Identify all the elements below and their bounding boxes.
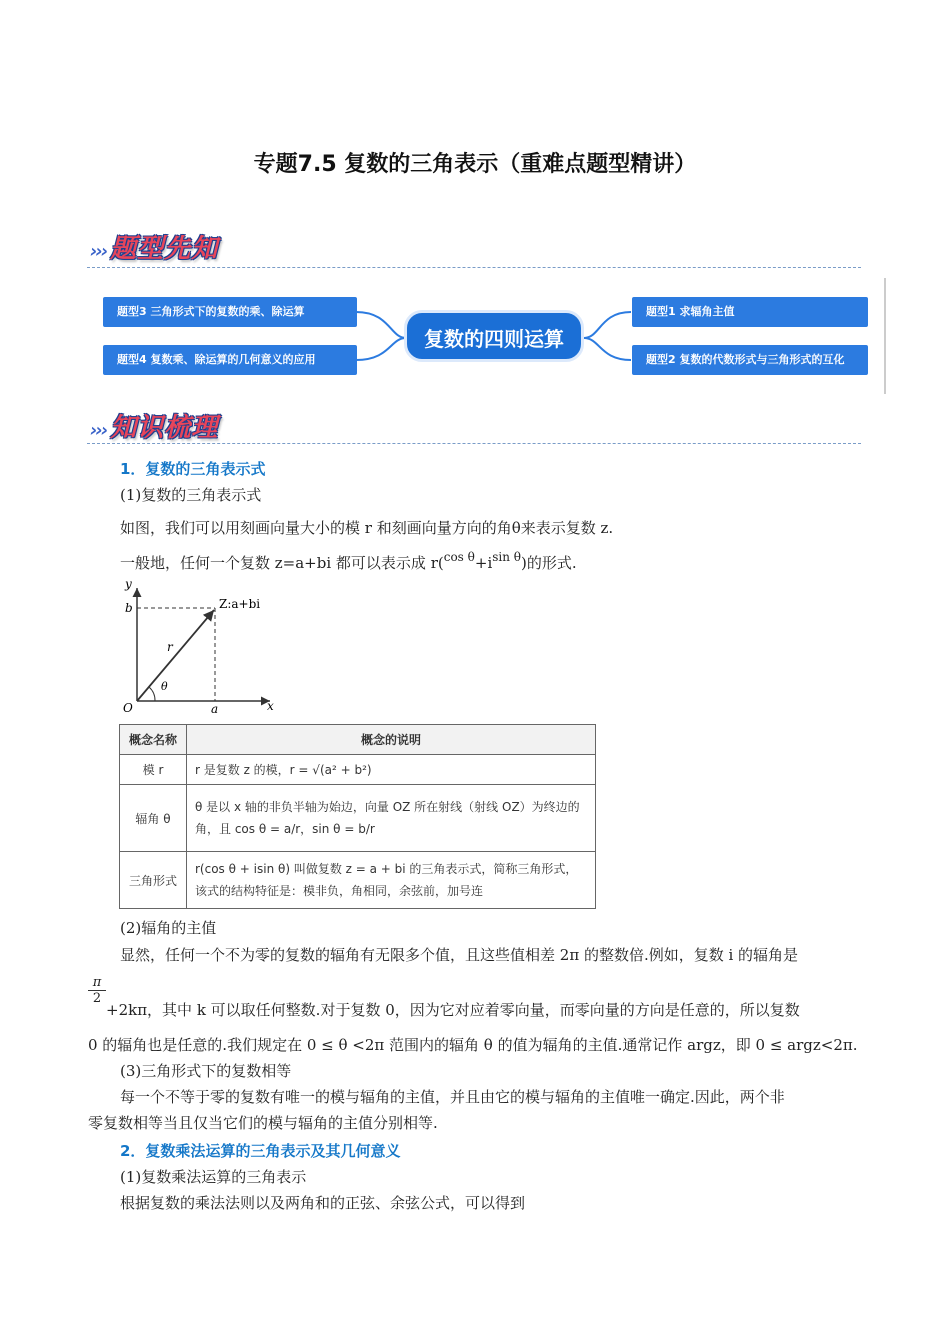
table-cell: 模 r bbox=[120, 755, 187, 785]
mindmap-node-type3: 题型3 三角形式下的复数的乘、除运算 bbox=[103, 297, 357, 327]
page-title: 专题7.5 复数的三角表示（重难点题型精讲） bbox=[253, 152, 697, 177]
paragraph: 每一个不等于零的复数有唯一的模与辐角的主值，并且由它的模与辐角的主值唯一确定.因此，两个非 bbox=[120, 1088, 785, 1106]
r-label: r bbox=[167, 640, 173, 654]
theta-arc bbox=[149, 687, 155, 701]
x-label: x bbox=[267, 699, 274, 713]
paragraph: 0 的辐角也是任意的.我们规定在 0 ≤ θ <2π 范围内的辐角 θ 的值为辐角的主值.通常记作 argz，即 0 ≤ argz<2π. bbox=[88, 1036, 858, 1054]
table-cell: θ 是以 x 轴的非负半轴为始边，向量 OZ 所在射线（射线 OZ）为终边的角，且 cos θ = a/r，sin θ = b/r bbox=[187, 785, 596, 852]
mindmap-node-type1: 题型1 求辐角主值 bbox=[632, 297, 868, 327]
table-cell: 辐角 θ bbox=[120, 785, 187, 852]
divider bbox=[87, 443, 861, 444]
banner-arrows-icon: ››› bbox=[90, 241, 107, 262]
table-cell: 三角形式 bbox=[120, 852, 187, 909]
table-row bbox=[120, 852, 596, 909]
paragraph: 根据复数的乘法法则以及两角和的正弦、余弦公式，可以得到 bbox=[120, 1194, 526, 1212]
banner-knowledge-label: 知识梳理 bbox=[110, 413, 219, 443]
formula-cos: cos θ bbox=[443, 550, 475, 564]
fraction-pi-over-2 bbox=[88, 975, 106, 1006]
table-row bbox=[120, 785, 596, 852]
section-banner-knowledge bbox=[90, 407, 218, 444]
section-heading-1: 1．复数的三角表示式 bbox=[120, 460, 266, 478]
divider bbox=[87, 267, 861, 268]
paragraph-trig-form bbox=[120, 550, 577, 574]
subheading: (3)三角形式下的复数相等 bbox=[120, 1062, 292, 1080]
origin-label: O bbox=[123, 701, 133, 715]
section-heading-2: 2．复数乘法运算的三角表示及其几何意义 bbox=[120, 1142, 401, 1160]
mindmap-node-type4: 题型4 复数乘、除运算的几何意义的应用 bbox=[103, 345, 357, 375]
table-header: 概念的说明 bbox=[187, 725, 596, 755]
table-header: 概念名称 bbox=[120, 725, 187, 755]
mindmap-center: 复数的四则运算 bbox=[404, 310, 584, 362]
vector-oz bbox=[137, 610, 214, 701]
table-cell: r(cos θ + isin θ) 叫做复数 z = a + bi 的三角表示式，简称三角形式，该式的结构特征是：模非负，角相同，余弦前，加号连 bbox=[187, 852, 596, 909]
complex-plane-figure bbox=[115, 576, 285, 716]
concept-table-wrapper bbox=[119, 724, 596, 909]
paragraph: 显然，任何一个不为零的复数的辐角有无限多个值，且这些值相差 2π 的整数倍.例如，复数 i 的辐角是 bbox=[120, 946, 799, 964]
mindmap-edge bbox=[884, 278, 886, 394]
table-row bbox=[120, 755, 596, 785]
concept-table bbox=[119, 724, 596, 909]
banner-arrows-icon: ››› bbox=[90, 420, 107, 441]
banner-types-label: 题型先知 bbox=[110, 234, 219, 264]
b-label: b bbox=[125, 601, 133, 615]
fraction-numerator: π bbox=[92, 975, 102, 990]
a-label: a bbox=[211, 702, 219, 716]
subheading: (1)复数的三角表示式 bbox=[120, 486, 262, 504]
subheading: (1)复数乘法运算的三角表示 bbox=[120, 1168, 307, 1186]
formula-sin: sin θ bbox=[492, 550, 522, 564]
mindmap-node-type2: 题型2 复数的代数形式与三角形式的互化 bbox=[632, 345, 868, 375]
y-label: y bbox=[125, 577, 132, 591]
subheading: (2)辐角的主值 bbox=[120, 919, 217, 937]
paragraph: 如图，我们可以用刻画向量大小的模 r 和刻画向量方向的角θ来表示复数 z. bbox=[120, 519, 614, 537]
table-cell: r 是复数 z 的模，r = √(a² + b²) bbox=[187, 755, 596, 785]
theta-label: θ bbox=[161, 680, 168, 693]
fraction-denominator: 2 bbox=[88, 990, 106, 1006]
point-z-label: Z:a+bi bbox=[219, 597, 261, 611]
section-banner-types bbox=[90, 228, 218, 265]
text-fragment: 一般地，任何一个复数 z=a+bi 都可以表示成 r( bbox=[120, 554, 444, 572]
text-fragment: )的形式. bbox=[521, 554, 577, 572]
text-fragment: +i bbox=[474, 554, 493, 572]
paragraph: +2kπ，其中 k 可以取任何整数.对于复数 0，因为它对应着零向量，而零向量的方向是任意的，所以复数 bbox=[106, 1001, 800, 1019]
paragraph: 零复数相等当且仅当它们的模与辐角的主值分别相等. bbox=[88, 1114, 438, 1132]
